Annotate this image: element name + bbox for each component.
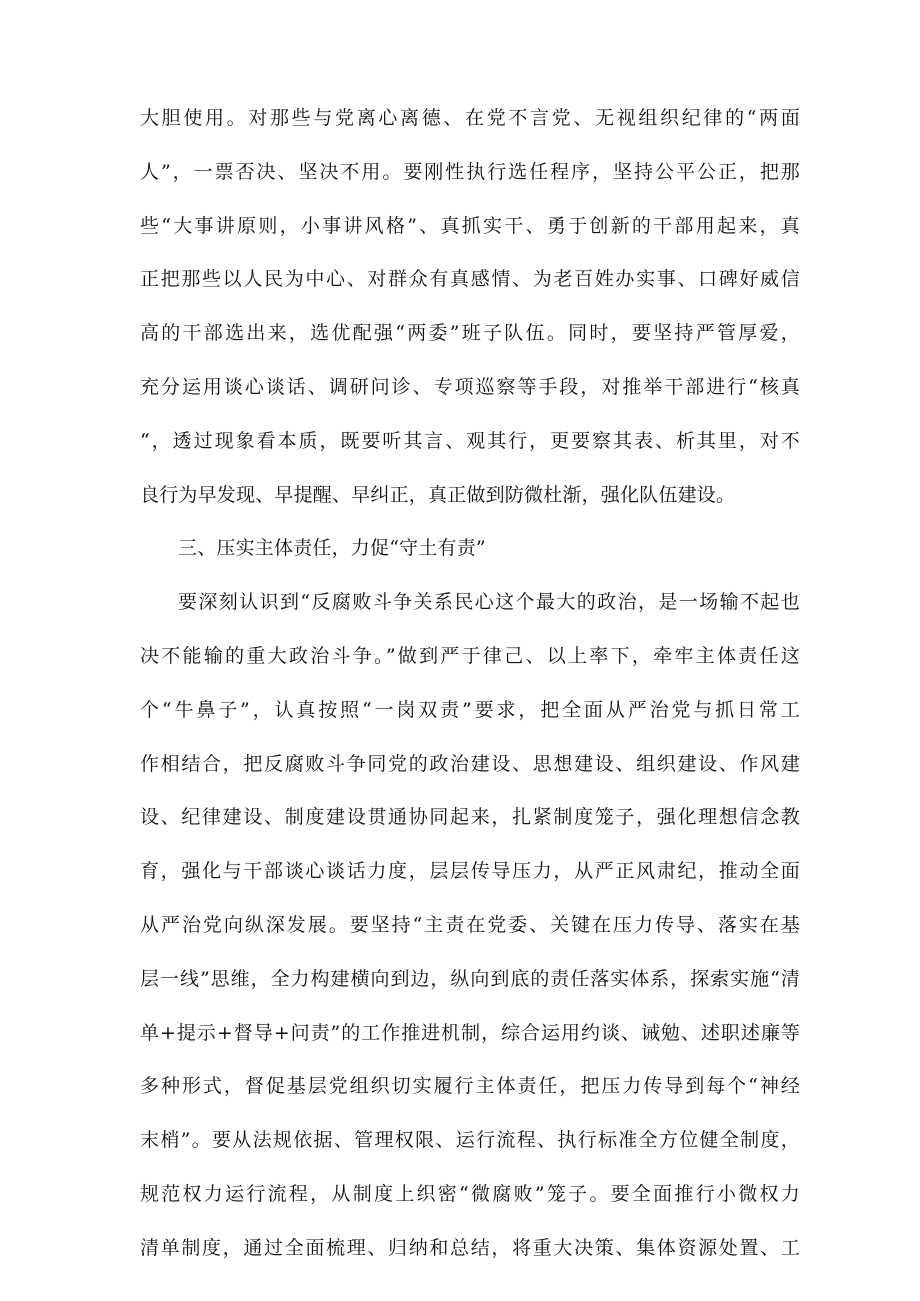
text-line: 末梢”。要从法规依据、管理权限、运行流程、执行标准全方位健全制度，: [140, 1129, 800, 1152]
text-line: 层一线”思维，全力构建横向到边，纵向到底的责任落实体系，探索实施“清: [140, 967, 800, 990]
text-line: 充分运用谈心谈话、调研问诊、专项巡察等手段，对推举干部进行“核真: [140, 375, 800, 398]
text-line: 高的干部选出来，选优配强“两委”班子队伍。同时，要坚持严管厚爱，: [140, 322, 800, 345]
text-line: 清单制度，通过全面梳理、归纳和总结，将重大决策、集体资源处置、工: [140, 1236, 800, 1259]
text-line: 决不能输的重大政治斗争。”做到严于律己、以上率下，牵牢主体责任这: [140, 644, 800, 667]
section-heading: 三、压实主体责任，力促“守土有责”: [178, 537, 486, 560]
text-line: 作相结合，把反腐败斗争同党的政治建设、思想建设、组织建设、作风建: [140, 752, 800, 775]
document-body: [140, 92, 800, 1276]
text-line: 些“大事讲原则，小事讲风格”、真抓实干、勇于创新的干部用起来，真: [140, 214, 800, 237]
text-line: 大胆使用。对那些与党离心离德、在党不言党、无视组织纪律的“两面: [140, 107, 800, 129]
text-line: 从严治党向纵深发展。要坚持“主责在党委、关键在压力传导、落实在基: [140, 913, 800, 936]
text-line: 要深刻认识到“反腐败斗争关系民心这个最大的政治，是一场输不起也: [178, 591, 800, 614]
text-line: 良行为早发现、早提醒、早纠正，真正做到防微杜渐，强化队伍建设。: [140, 483, 736, 506]
text-line: 人”，一票否决、坚决不用。要刚性执行选任程序，坚持公平公正，把那: [140, 160, 800, 183]
text-line: 设、纪律建设、制度建设贯通协同起来，扎紧制度笼子，强化理想信念教: [140, 806, 800, 829]
text-line: “，透过现象看本质，既要听其言、观其行，更要察其表、析其里，对不: [140, 429, 800, 452]
text-line: 育，强化与干部谈心谈话力度，层层传导压力，从严正风肃纪，推动全面: [140, 860, 800, 883]
text-line: 个“牛鼻子”，认真按照“一岗双责”要求，把全面从严治党与抓日常工: [140, 698, 800, 721]
text-line: 正把那些以人民为中心、对群众有真感情、为老百姓办实事、口碑好威信: [140, 268, 800, 291]
text-line: 单+提示+督导+问责”的工作推进机制，综合运用约谈、诫勉、述职述廉等: [140, 1021, 800, 1044]
text-line: 多种形式，督促基层党组织切实履行主体责任，把压力传导到每个“神经: [140, 1075, 800, 1098]
text-line: 规范权力运行流程，从制度上织密“微腐败”笼子。要全面推行小微权力: [140, 1182, 800, 1205]
